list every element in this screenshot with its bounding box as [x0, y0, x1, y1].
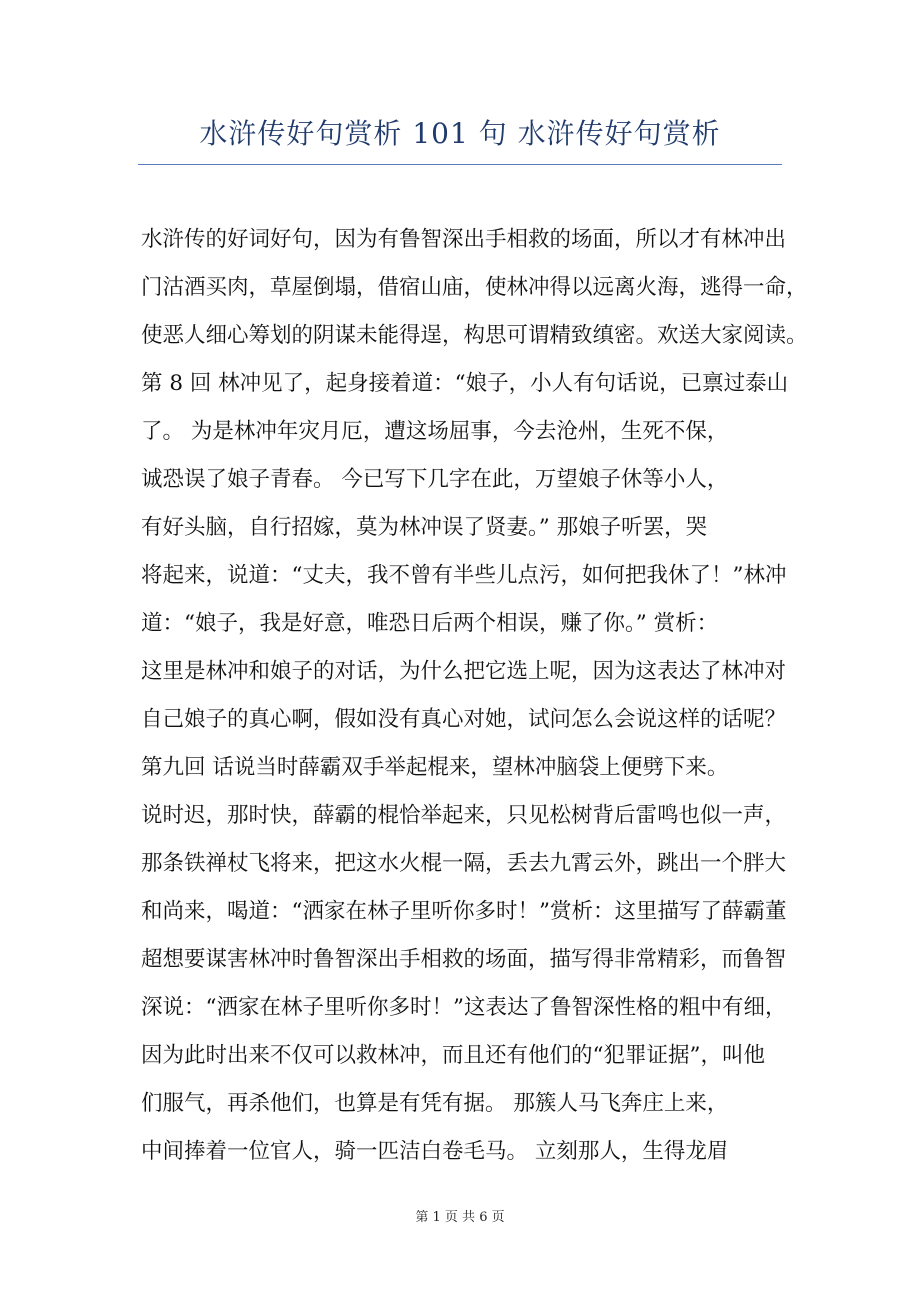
text-line: 水浒传的好词好句，因为有鲁智深出手相救的场面，所以才有林冲出: [141, 227, 787, 252]
text-line: 将起来，说道：“丈夫，我不曾有半些儿点污，如何把我休了！”林冲: [141, 563, 787, 588]
text-line: 有好头脑，自行招嫁，莫为林冲误了贤妻。” 那娘子听罢，哭: [141, 515, 708, 540]
text-line: 这里是林冲和娘子的对话，为什么把它选上呢，因为这表达了林冲对: [141, 659, 787, 684]
text-line: 诚恐误了娘子青春。 今已写下几字在此，万望娘子休等小人，: [141, 467, 729, 492]
text-line: 了。 为是林冲年灾月厄，遭这场屈事，今去沧州，生死不保，: [141, 419, 729, 444]
text-line: 第九回 话说当时薛霸双手举起棍来，望林冲脑袋上便劈下来。: [141, 755, 729, 780]
text-line: 第 8 回 林冲见了，起身接着道：“娘子，小人有句话说，已禀过泰山: [141, 371, 789, 396]
text-line: 那条铁禅杖飞将来，把这水火棍一隔，丢去九霄云外，跳出一个胖大: [141, 851, 787, 876]
text-line: 道：“娘子，我是好意，唯恐日后两个相误，赚了你。” 赏析：: [141, 611, 719, 636]
text-line: 因为此时出来不仅可以救林冲，而且还有他们的“犯罪证据”，叫他: [141, 1043, 765, 1068]
text-line: 门沽酒买肉，草屋倒塌，借宿山庙，使林冲得以远离火海，逃得一命，: [141, 275, 808, 300]
text-line: 超想要谋害林冲时鲁智深出手相救的场面，描写得非常精彩，而鲁智: [141, 947, 787, 972]
text-line: 和尚来，喝道：“洒家在林子里听你多时！”赏析：这里描写了薛霸董: [141, 899, 787, 924]
text-line: 们服气，再杀他们，也算是有凭有据。 那簇人马飞奔庄上来，: [141, 1091, 729, 1116]
text-line: 说时迟，那时快，薛霸的棍恰举起来，只见松树背后雷鸣也似一声，: [141, 803, 787, 828]
page-number-footer: 第 1 页 共 6 页: [415, 1210, 505, 1225]
text-line: 使恶人细心筹划的阴谋未能得逞，构思可谓精致缜密。欢送大家阅读。: [141, 323, 808, 348]
text-line: 自己娘子的真心啊，假如没有真心对她，试问怎么会说这样的话呢？: [141, 707, 787, 732]
document-title: 水浒传好句赏析 101 句 水浒传好句赏析: [199, 117, 721, 150]
text-line: 中间捧着一位官人，骑一匹洁白卷毛马。 立刻那人，生得龙眉: [141, 1139, 729, 1164]
body-text: [141, 216, 808, 1176]
title-underline: [138, 164, 782, 165]
text-line: 深说：“洒家在林子里听你多时！”这表达了鲁智深性格的粗中有细，: [141, 995, 787, 1020]
